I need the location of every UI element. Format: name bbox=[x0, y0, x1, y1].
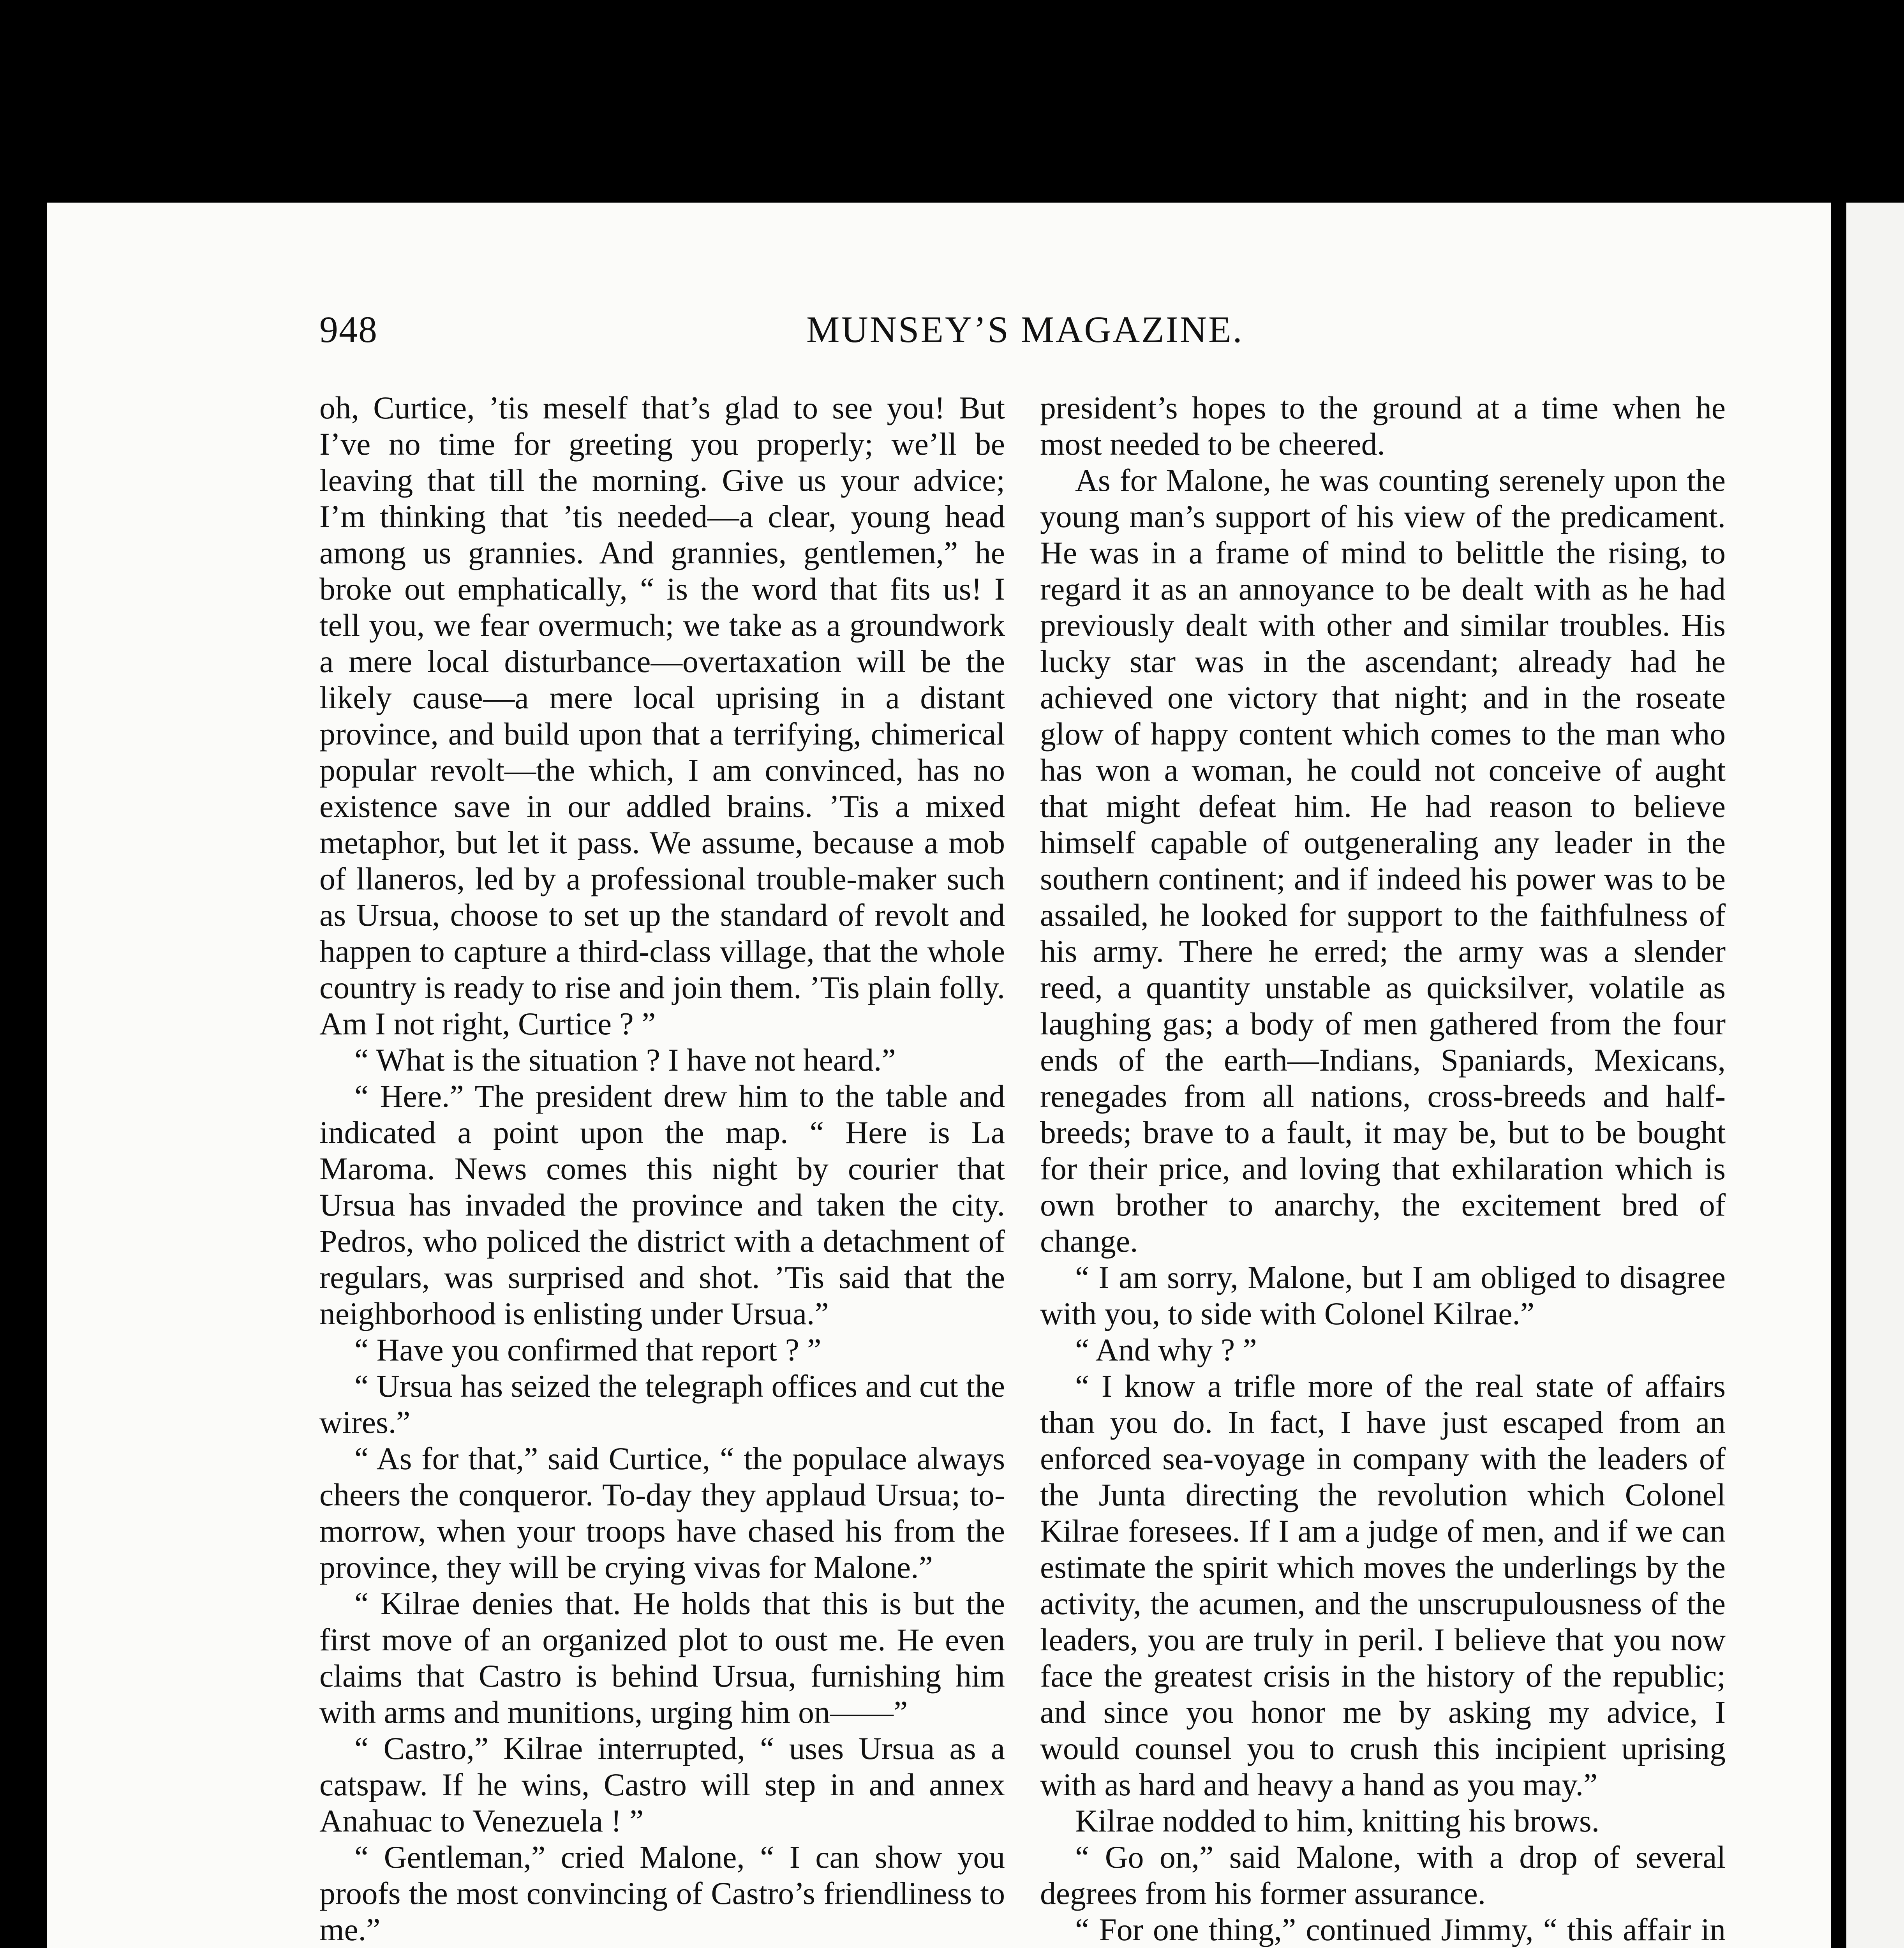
paragraph: “ Gentleman,” cried Malone, “ I can show you proofs the most convincing of Castro’s friendliness to me.” bbox=[319, 1839, 1005, 1947]
page-header bbox=[319, 308, 1815, 386]
paragraph: “ Here.” The president drew him to the table and indicated a point upon the map. “ Here is La Maroma. News comes this night by courier that Ursua has invaded the province and taken the city. Pedros, who policed the district with a detachment of regulars, was surprised and shot. ’Tis said that the neighborhood is enlisting under Ursua.” bbox=[319, 1078, 1005, 1331]
paragraph: “ Castro,” Kilrae interrupted, “ uses Ursua as a catspaw. If he wins, Castro will step in and annex Anahuac to Venezuela ! ” bbox=[319, 1731, 1005, 1839]
adjacent-page-edge bbox=[1846, 203, 1904, 1948]
left-column bbox=[319, 390, 1005, 1948]
paragraph: oh, Curtice, ’tis meself that’s glad to see you! But I’ve no time for greeting you properly; we’ll be leaving that till the morning. Give us your advice; I’m thinking that ’tis needed—a clear, young head among us grannies. And grannies, gentlemen,” he broke out emphatically, “ is the word that fits us! I tell you, we fear overmuch; we take as a groundwork a mere local disturbance—overtaxation will be the likely cause—a mere local uprising in a distant province, and build upon that a terrifying, chimerical popular revolt—the which, I am convinced, has no existence save in our addled brains. ’Tis a mixed metaphor, but let it pass. We assume, because a mob of llaneros, led by a professional trouble-maker such as Ursua, choose to set up the standard of revolt and happen to capture a third-class village, that the whole country is ready to rise and join them. ’Tis plain folly. Am I not right, Curtice ? ” bbox=[319, 390, 1005, 1041]
paragraph: “ Have you confirmed that report ? ” bbox=[354, 1332, 822, 1367]
paragraph: “ Ursua has seized the telegraph offices and cut the wires.” bbox=[319, 1368, 1005, 1440]
paragraph: “ Kilrae denies that. He holds that this is but the first move of an organized plot to oust me. He even claims that Castro is behind Ursua, furnishing him with arms and munitions, urging him on——” bbox=[319, 1586, 1005, 1730]
page-number: 948 bbox=[319, 309, 378, 350]
paragraph: “ And why ? ” bbox=[1075, 1332, 1257, 1367]
paragraph: As for Malone, he was counting serenely upon the young man’s support of his view of the predicament. He was in a frame of mind to belittle the rising, to regard it as an annoyance to be dealt with as he had previously dealt with other and similar troubles. His lucky star was in the ascendant; already had he achieved one victory that night; and in the roseate glow of happy content which comes to the man who has won a woman, he could not conceive of aught that might defeat him. He had reason to believe himself capable of outgeneraling any leader in the southern continent; and if indeed his power was to be assailed, he looked for support to the faithfulness of his army. There he erred; the army was a slender reed, a quantity unstable as quicksilver, volatile as laughing gas; a body of men gathered from the four ends of the earth—Indians, Spaniards, Mexicans, renegades from all nations, cross-breeds and half-breeds; brave to a fault, it may be, but to be bought for their price, and loving that exhilaration which is own brother to anarchy, the excitement bred of change. bbox=[1040, 462, 1726, 1259]
paragraph: “ What is the situation ? I have not heard.” bbox=[354, 1042, 896, 1078]
paragraph: “ I know a trifle more of the real state of affairs than you do. In fact, I have just escaped from an enforced sea-voyage in company with the leaders of the Junta directing the revolution which Colonel Kilrae foresees. If I am a judge of men, and if we can estimate the spirit which moves the underlings by the activity, the acumen, and the unscrupulousness of the leaders, you are truly in peril. I believe that you now face the greatest crisis in the history of the republic; and since you honor me by asking my advice, I would counsel you to crush this incipient uprising with as hard and heavy a hand as you may.” bbox=[1040, 1368, 1726, 1802]
paragraph: “ I am sorry, Malone, but I am obliged to disagree with you, to side with Colonel Kilrae.” bbox=[1040, 1260, 1726, 1331]
paragraph: Kilrae nodded to him, knitting his brows. bbox=[1075, 1803, 1600, 1839]
paragraph: “ Go on,” said Malone, with a drop of several degrees from his former assurance. bbox=[1040, 1839, 1726, 1911]
running-head: MUNSEY’S MAGAZINE. bbox=[806, 309, 1244, 350]
magazine-page bbox=[47, 203, 1831, 1948]
paragraph: “ For one thing,” continued Jimmy, “ this affair in bbox=[1075, 1912, 1726, 1947]
right-column bbox=[1040, 390, 1726, 1948]
paragraph: “ As for that,” said Curtice, “ the populace always cheers the conqueror. To-day they applaud Ursua; to-morrow, when your troops have chased his from the province, they will be crying vivas for Malone.” bbox=[319, 1441, 1005, 1585]
paragraph: president’s hopes to the ground at a time when he most needed to be cheered. bbox=[1040, 390, 1726, 462]
